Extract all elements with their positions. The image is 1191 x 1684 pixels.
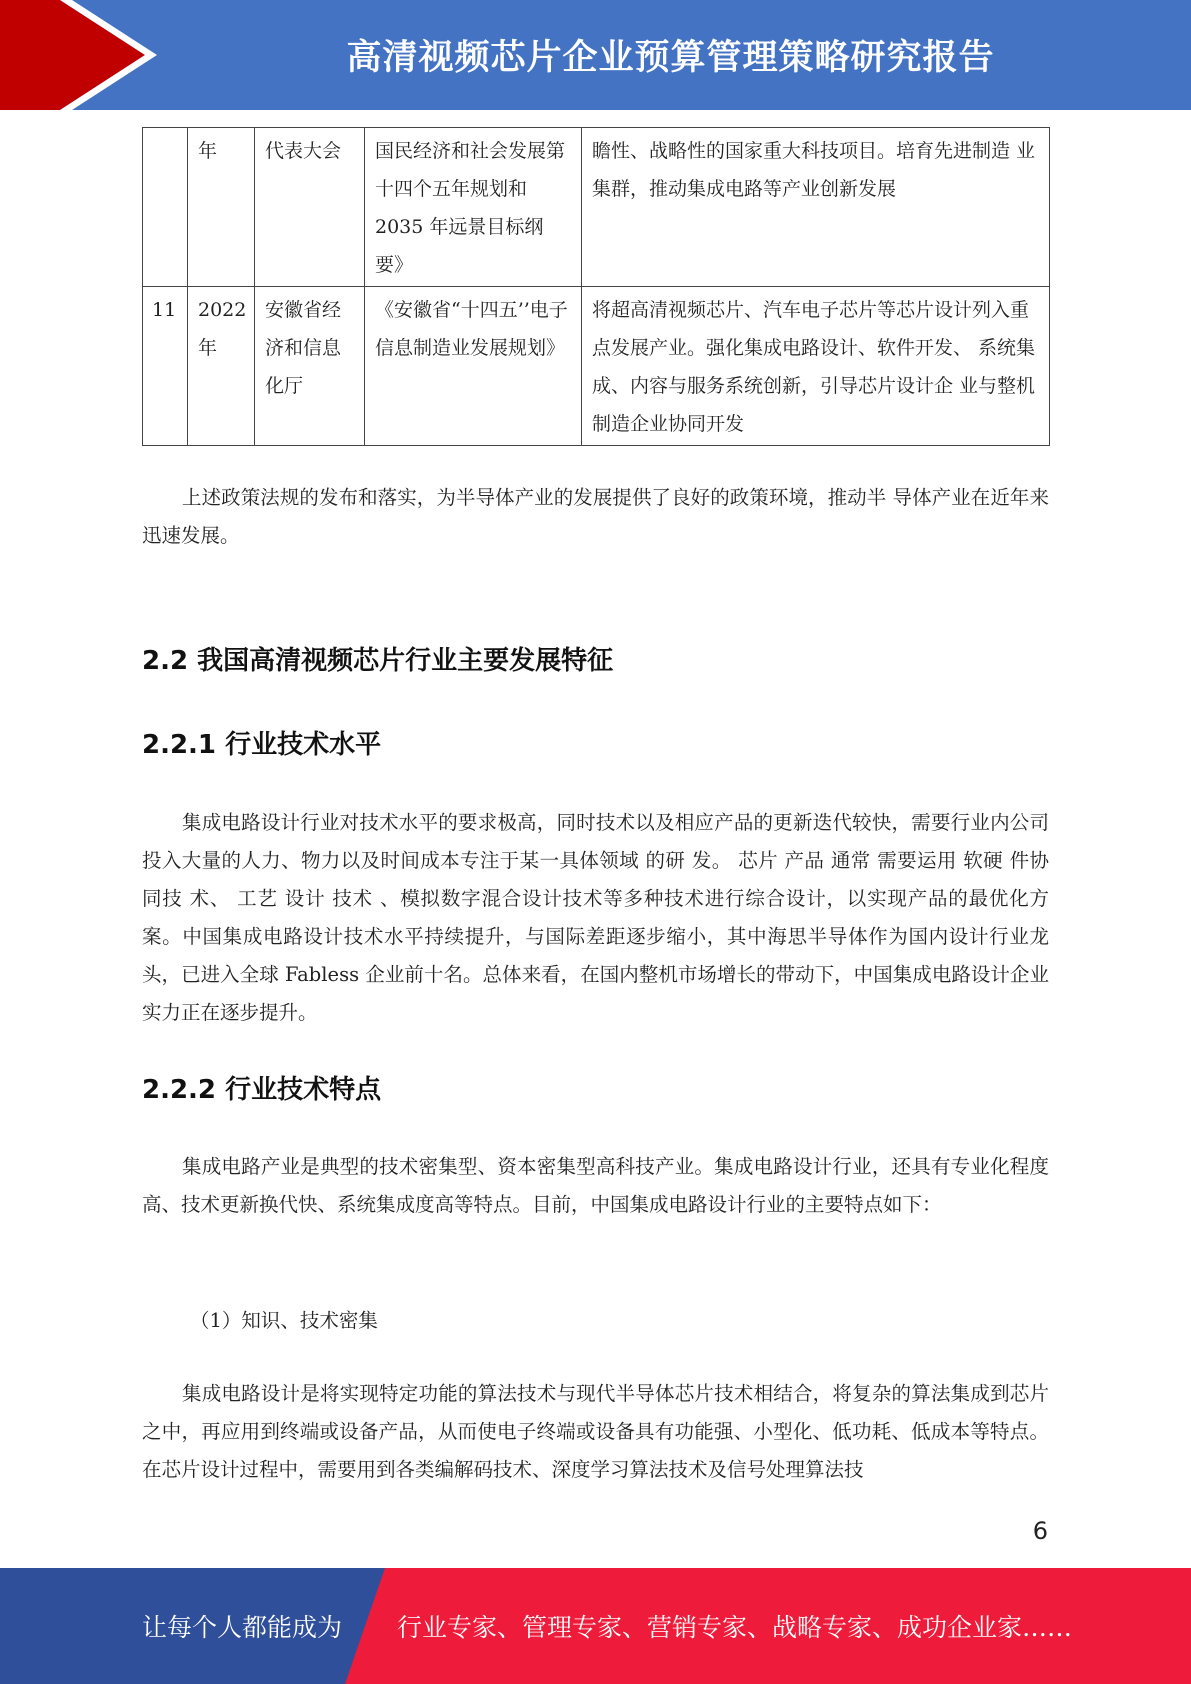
page-number: 6 bbox=[1032, 1517, 1048, 1545]
section-heading-2-2: 2.2 我国高清视频芯片行业主要发展特征 bbox=[142, 646, 614, 676]
paragraph-tech-features: 集成电路产业是典型的技术密集型、资本密集型高科技产业。集成电路设计行业，还具有专业化程度高、技术更新换代快、系统集成度高等特点。目前，中国集成电路设计行业的主要特点如下： bbox=[142, 1155, 1049, 1216]
table-cell-year: 年 bbox=[188, 128, 255, 287]
table-cell-issuer: 代表大会 bbox=[255, 128, 365, 287]
table-cell-no: 11 bbox=[143, 287, 188, 446]
table-cell-content: 瞻性、战略性的国家重大科技项目。培育先进制造 业集群，推动集成电路等产业创新发展 bbox=[582, 128, 1050, 287]
table-cell-issuer: 安徽省经济和信息化厅 bbox=[255, 287, 365, 446]
page-footer bbox=[0, 1568, 1191, 1684]
policy-table bbox=[142, 127, 1050, 446]
report-title: 高清视频芯片企业预算管理策略研究报告 bbox=[346, 38, 995, 78]
footer-slogan-left: 让每个人都能成为 bbox=[142, 1613, 343, 1642]
footer-slogan-right: 行业专家、管理专家、营销专家、战略专家、成功企业家…… bbox=[397, 1613, 1073, 1642]
page-header bbox=[0, 0, 1191, 110]
table-cell-year: 2022 年 bbox=[188, 287, 255, 446]
table-cell-document: 《安徽省“十四五’’电子信息制造业发展规划》 bbox=[365, 287, 582, 446]
table-row bbox=[143, 128, 1050, 287]
paragraph-knowledge-intensive: 集成电路设计是将实现特定功能的算法技术与现代半导体芯片技术相结合，将复杂的算法集成到芯片之中，再应用到终端或设备产品，从而使电子终端或设备具有功能强、小型化、低功耗、低成本等特点。在芯片设计过程中，需要用到各类编解码技术、深度学习算法技术及信号处理算法技 bbox=[142, 1382, 1049, 1481]
section-heading-2-2-1: 2.2.1 行业技术水平 bbox=[142, 730, 382, 760]
table-cell-content: 将超高清视频芯片、汽车电子芯片等芯片设计列入重点发展产业。强化集成电路设计、软件开发、 系统集成、内容与服务系统创新，引导芯片设计企 业与整机制造企业协同开发 bbox=[582, 287, 1050, 446]
paragraph-policy-summary: 上述政策法规的发布和落实，为半导体产业的发展提供了良好的政策环境，推动半 导体产业在近年来迅速发展。 bbox=[142, 486, 1049, 547]
table-cell-document: 国民经济和社会发展第十四个五年规划和 2035 年远景目标纲要》 bbox=[365, 128, 582, 287]
table-cell-no bbox=[143, 128, 188, 287]
table-row bbox=[143, 287, 1050, 446]
section-heading-2-2-2: 2.2.2 行业技术特点 bbox=[142, 1075, 382, 1105]
paragraph-tech-level: 集成电路设计行业对技术水平的要求极高，同时技术以及相应产品的更新迭代较快，需要行业内公司投入大量的人力、物力以及时间成本专注于某一具体领域 的研 发。 芯片 产品 通常 需要运用 软硬 件协 同技 术、 工艺 设计 技术 、模拟数字混合设计技术等多种技术进行综合设计，以实现产品的最优化方案。中国集成电路设计技术水平持续提升，与国际差距逐步缩小，其中海思半导体作为国内设计行业龙头，已进入全球 Fabless 企业前十名。总体来看，在国内整机市场增长的带动下，中国集成电路设计企业实力正在逐步提升。 bbox=[142, 811, 1049, 1024]
list-item-knowledge: （1）知识、技术密集 bbox=[190, 1309, 378, 1332]
